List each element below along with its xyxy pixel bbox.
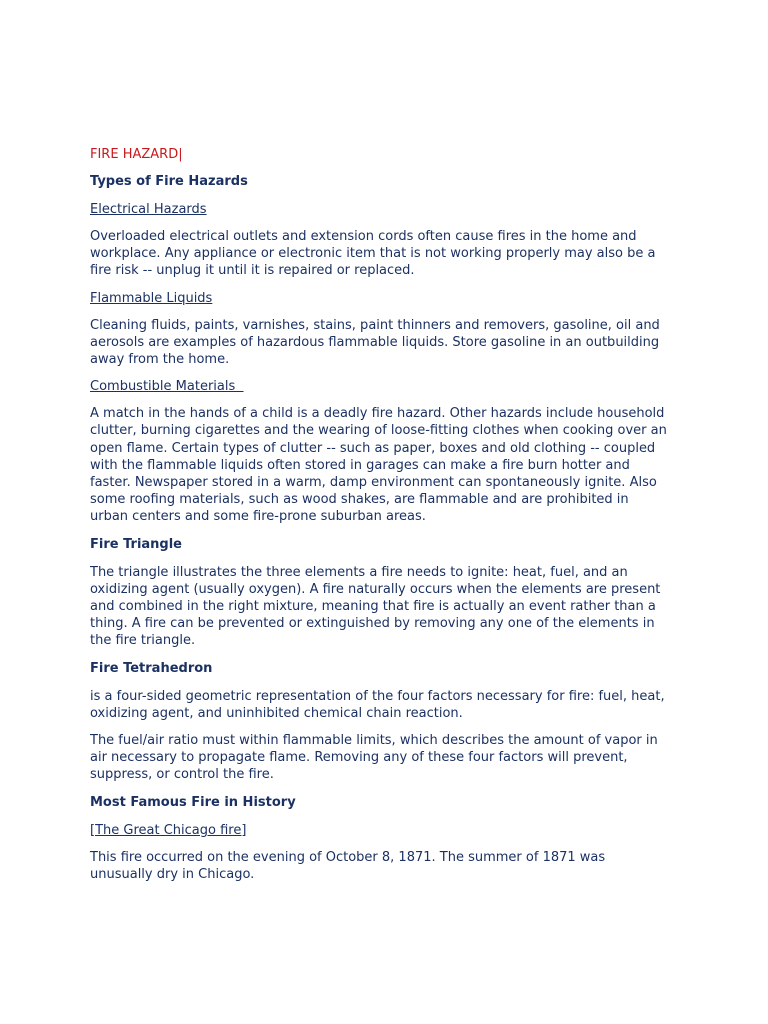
text-line: clutter, burning cigarettes and the wearing of loose-fitting clothes when cooking over an <box>90 423 667 439</box>
electrical-hazards-paragraph <box>90 228 690 280</box>
combustible-materials-heading: Combustible Materials <box>90 379 244 395</box>
combustible-materials-paragraph <box>90 405 690 525</box>
text-line: The triangle illustrates the three elements a fire needs to ignite: heat, fuel, and an <box>90 564 628 580</box>
text-line: oxidizing agent, and uninhibited chemical chain reaction. <box>90 705 463 721</box>
fire-tetrahedron-paragraph <box>90 688 690 722</box>
text-line: is a four-sided geometric representation of the four factors necessary for fire: fuel, heat, <box>90 688 665 704</box>
text-line: and combined in the right mixture, meaning that fire is actually an event rather than a <box>90 599 656 615</box>
text-line: The fuel/air ratio must within flammable limits, which describes the amount of vapor in <box>90 733 658 749</box>
fire-triangle-paragraph <box>90 564 690 650</box>
great-chicago-fire-paragraph <box>90 849 690 883</box>
text-line: oxidizing agent (usually oxygen). A fire naturally occurs when the elements are present <box>90 581 661 597</box>
text-line: unusually dry in Chicago. <box>90 866 255 882</box>
famous-fire-heading: Most Famous Fire in History <box>90 794 296 810</box>
text-line: the fire triangle. <box>90 633 196 649</box>
text-line: with the flammable liquids often stored in garages can make a fire burn hotter and <box>90 457 630 473</box>
text-line: faster. Newspaper stored in a warm, damp environment can spontaneously ignite. Also <box>90 475 657 491</box>
text-line: Overloaded electrical outlets and extension cords often cause fires in the home and <box>90 229 637 244</box>
text-line: away from the home. <box>90 352 230 368</box>
text-line: some roofing materials, such as wood shakes, are flammable and are prohibited in <box>90 492 629 508</box>
text-line: urban centers and some fire-prone suburban areas. <box>90 509 426 525</box>
text-line: open flame. Certain types of clutter -- such as paper, boxes and old clothing -- coupled <box>90 440 656 456</box>
text-line: fire risk -- unplug it until it is repaired or replaced. <box>90 263 415 279</box>
text-line: workplace. Any appliance or electronic item that is not working properly may also be a <box>90 246 656 262</box>
flammable-liquids-paragraph <box>90 317 690 369</box>
text-line: air necessary to propagate flame. Removing any of these four factors will prevent, <box>90 750 628 766</box>
fire-triangle-heading: Fire Triangle <box>90 536 183 552</box>
text-line: Cleaning fluids, paints, varnishes, stains, paint thinners and removers, gasoline, oil and <box>90 317 660 333</box>
fire-tetrahedron-heading: Fire Tetrahedron <box>90 660 213 676</box>
text-line: thing. A fire can be prevented or extinguished by removing any one of the elements in <box>90 616 655 632</box>
text-line: suppress, or control the fire. <box>90 767 274 783</box>
text-line: aerosols are examples of hazardous flammable liquids. Store gasoline in an outbuilding <box>90 334 660 350</box>
electrical-hazards-heading: Electrical Hazards <box>90 202 207 217</box>
text-line: A match in the hands of a child is a deadly fire hazard. Other hazards include household <box>90 406 665 422</box>
document-title: FIRE HAZARD| <box>90 147 183 162</box>
flammable-liquids-heading: Flammable Liquids <box>90 290 213 306</box>
document-page <box>90 146 690 893</box>
fuel-air-ratio-paragraph <box>90 732 690 784</box>
types-heading: Types of Fire Hazards <box>90 174 248 189</box>
text-line: This fire occurred on the evening of October 8, 1871. The summer of 1871 was <box>90 849 606 865</box>
great-chicago-fire-heading: [The Great Chicago fire] <box>90 822 247 838</box>
